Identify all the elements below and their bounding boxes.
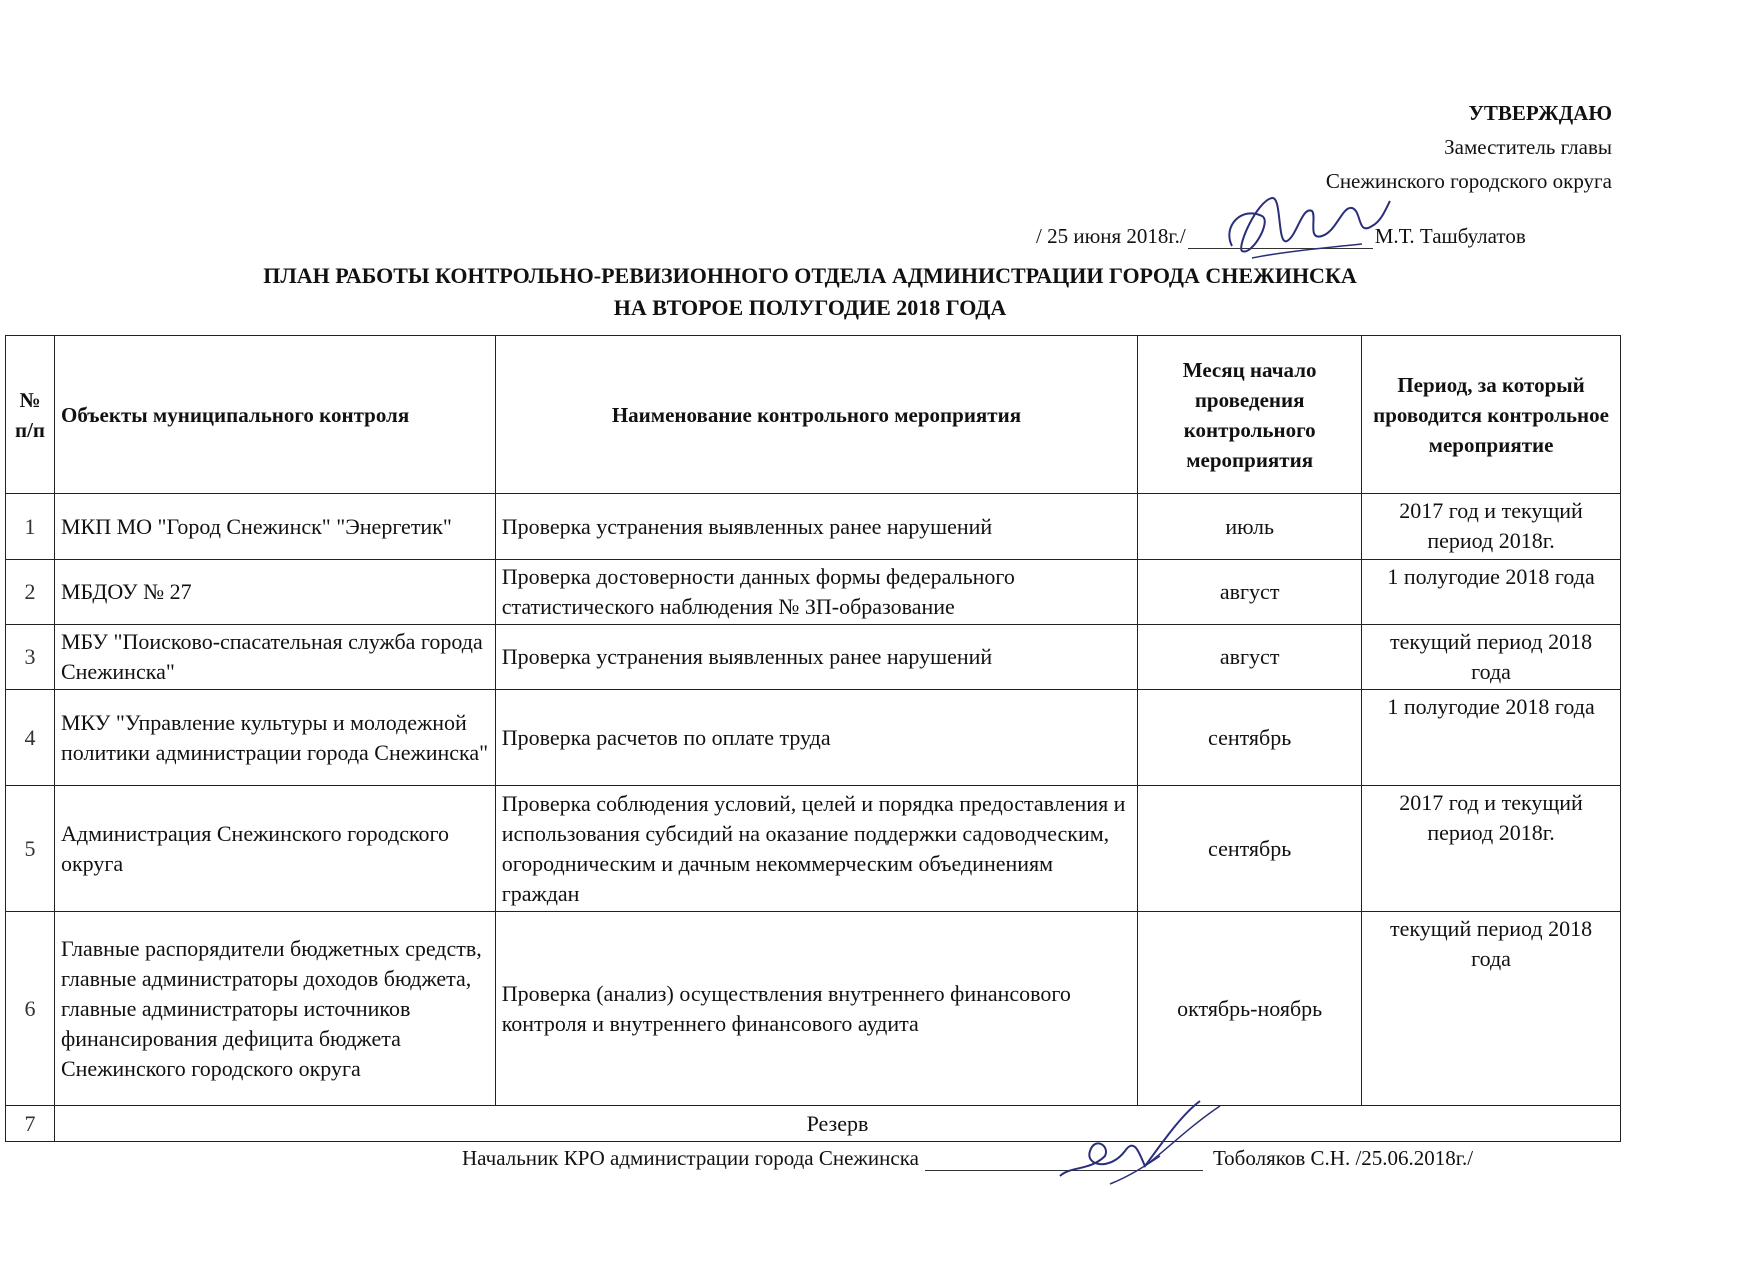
footer-signature-line	[462, 1146, 1473, 1171]
row-period: текущий период 2018 года	[1362, 912, 1621, 1106]
approval-date: / 25 июня 2018г./	[1036, 224, 1186, 248]
header-period: Период, за который проводится контрольное мероприятие	[1362, 336, 1621, 494]
row-month: сентябрь	[1138, 786, 1362, 912]
row-num: 2	[6, 560, 55, 625]
row-object: МБДОУ № 27	[54, 560, 495, 625]
approval-name: М.Т. Ташбулатов	[1374, 224, 1526, 248]
title-line1: ПЛАН РАБОТЫ КОНТРОЛЬНО-РЕВИЗИОННОГО ОТДЕЛА АДМИНИСТРАЦИИ ГОРОДА СНЕЖИНСКА	[263, 263, 1357, 288]
plan-table	[5, 335, 1621, 1142]
row-month: октябрь-ноябрь	[1138, 912, 1362, 1106]
row-num: 7	[6, 1106, 55, 1142]
row-event: Проверка соблюдения условий, целей и порядка предоставления и использования субсидий на оказание поддержки садоводческим, огородническим и дачным некоммерческим объединениям граждан	[495, 786, 1138, 912]
row-event: Проверка устранения выявленных ранее нарушений	[495, 494, 1138, 560]
row-num: 6	[6, 912, 55, 1106]
table-row	[6, 786, 1621, 912]
document-title	[120, 260, 1500, 324]
footer-signature-icon	[1050, 1096, 1240, 1191]
header-objects: Объекты муниципального контроля	[54, 336, 495, 494]
row-month: август	[1138, 625, 1362, 690]
approval-position-line2: Снежинского городского округа	[1325, 169, 1612, 193]
row-period: 1 полугодие 2018 года	[1362, 560, 1621, 625]
table-row	[6, 690, 1621, 786]
row-num: 1	[6, 494, 55, 560]
row-event: Проверка (анализ) осуществления внутреннего финансового контроля и внутреннего финансового аудита	[495, 912, 1138, 1106]
table-row-reserve	[6, 1106, 1621, 1142]
row-object: МКУ "Управление культуры и молодежной политики администрации города Снежинска"	[54, 690, 495, 786]
row-event: Проверка устранения выявленных ранее нарушений	[495, 625, 1138, 690]
table-row	[6, 494, 1621, 560]
row-period: текущий период 2018 года	[1362, 625, 1621, 690]
row-num: 4	[6, 690, 55, 786]
row-object: МБУ "Поисково-спасательная служба города Снежинска"	[54, 625, 495, 690]
approval-signature-icon	[1212, 186, 1392, 266]
row-month: июль	[1138, 494, 1362, 560]
row-month: сентябрь	[1138, 690, 1362, 786]
footer-name-date: Тоболяков С.Н. /25.06.2018г./	[1212, 1146, 1474, 1170]
table-row	[6, 560, 1621, 625]
table-row	[6, 912, 1621, 1106]
approval-block	[1012, 96, 1612, 198]
row-month: август	[1138, 560, 1362, 625]
approval-heading: УТВЕРЖДАЮ	[1468, 101, 1612, 125]
row-object: Главные распорядители бюджетных средств, главные администраторы доходов бюджета, главные администраторы источников финансирования дефицита бюджета Снежинского городского округа	[54, 912, 495, 1106]
header-num: № п/п	[6, 336, 55, 494]
header-month: Месяц начало проведения контрольного мероприятия	[1138, 336, 1362, 494]
table-row	[6, 625, 1621, 690]
row-object: Администрация Снежинского городского округа	[54, 786, 495, 912]
row-period: 1 полугодие 2018 года	[1362, 690, 1621, 786]
approval-position-line1: Заместитель главы	[1444, 135, 1612, 159]
row-num: 3	[6, 625, 55, 690]
header-event: Наименование контрольного мероприятия	[495, 336, 1138, 494]
row-period: 2017 год и текущий период 2018г.	[1362, 494, 1621, 560]
footer-position: Начальник КРО администрации города Снежинска	[462, 1146, 919, 1170]
reserve-label: Резерв	[54, 1106, 1620, 1142]
row-event: Проверка достоверности данных формы федерального статистического наблюдения № ЗП-образование	[495, 560, 1138, 625]
row-period: 2017 год и текущий период 2018г.	[1362, 786, 1621, 912]
row-object: МКП МО "Город Снежинск" "Энергетик"	[54, 494, 495, 560]
row-num: 5	[6, 786, 55, 912]
row-event: Проверка расчетов по оплате труда	[495, 690, 1138, 786]
title-line2: НА ВТОРОЕ ПОЛУГОДИЕ 2018 ГОДА	[613, 295, 1007, 320]
table-header-row	[6, 336, 1621, 494]
